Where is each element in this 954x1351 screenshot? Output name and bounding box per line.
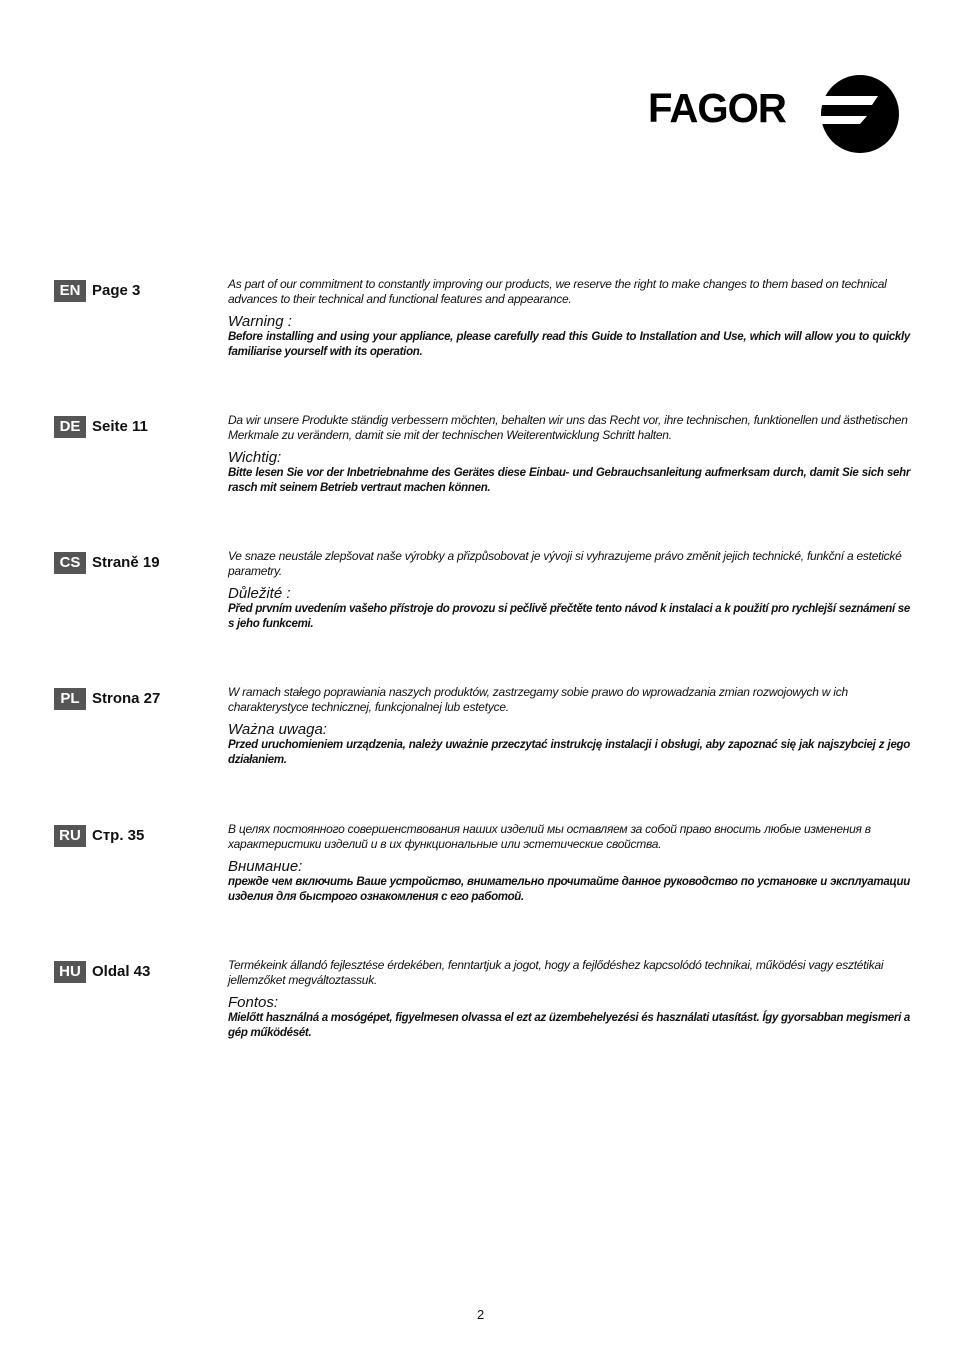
language-badge: DE — [54, 416, 86, 438]
intro-text: As part of our commitment to constantly improving our products, we reserve the right to make changes to them based on technical advances to their technical and functional features and appearance. — [228, 277, 887, 306]
language-badge: EN — [54, 280, 86, 302]
fagor-logo — [648, 74, 902, 156]
warning-text: Przed uruchomieniem urządzenia, należy uważnie przeczytać instrukcję instalacji i obsługi, aby zapoznać się jak najszybciej z jego działaniem. — [228, 739, 910, 766]
section-body — [228, 822, 910, 905]
warning-text: Před prvním uvedením vašeho přístroje do provozu si pečlivě přečtěte tento návod k instalaci a k použití pro rychlejší seznámení se s jeho funkcemi. — [228, 603, 910, 630]
intro-text: W ramach stałego poprawiania naszych produktów, zastrzegamy sobie prawo do wprowadzania zmian rozwojowych w ich charakterystyce technicznej, funkcjonalnej lub estetyce. — [228, 685, 848, 714]
intro-text: Termékeink állandó fejlesztése érdekében, fenntartjuk a jogot, hogy a fejlődéshez kapcsolódó technikai, működési vagy esztétikai jellemzőket megváltoztassuk. — [228, 958, 884, 987]
warning-text: Before installing and using your appliance, please carefully read this Guide to Installation and Use, which will allow you to quickly familiarise yourself with its operation. — [228, 331, 910, 358]
language-section-de — [0, 413, 954, 549]
page-reference: Strona 27 — [92, 690, 161, 707]
page-reference: Page 3 — [92, 282, 141, 299]
page-reference: Seite 11 — [92, 418, 148, 435]
warning-heading: Wichtig: — [228, 449, 282, 466]
language-section-ru — [0, 822, 954, 958]
page-reference: Стр. 35 — [92, 827, 145, 844]
fagor-emblem-icon — [820, 74, 900, 154]
warning-text: прежде чем включить Ваше устройство, внимательно прочитайте данное руководство по установке и эксплуатации изделия для быстрого ознакомления с его работой. — [228, 876, 910, 903]
page-number: 2 — [477, 1307, 485, 1322]
warning-text: Mielőtt használná a mosógépet, figyelmesen olvassa el ezt az üzembehelyezési és használati utasítást. Így gyorsabban megismeri a gép működését. — [228, 1012, 910, 1039]
language-section-en — [0, 277, 954, 413]
intro-text: В целях постоянного совершенствования наших изделий мы оставляем за собой право вносить любые изменения в характеристики изделий и в их функциональные или эстетические свойства. — [228, 822, 871, 851]
language-badge: HU — [54, 961, 86, 983]
page-reference: Straně 19 — [92, 554, 160, 571]
intro-text: Da wir unsere Produkte ständig verbessern möchten, behalten wir uns das Recht vor, ihre technischen, funktionellen und ästhetischen Merkmale zu verändern, damit sie mit der technischen Weiterentwicklung Schritt halten. — [228, 413, 908, 442]
language-badge: RU — [54, 825, 86, 847]
language-section-pl — [0, 685, 954, 821]
language-badge: CS — [54, 552, 86, 574]
warning-text: Bitte lesen Sie vor der Inbetriebnahme des Gerätes diese Einbau- und Gebrauchsanleitung aufmerksam durch, damit Sie sich sehr rasch mit seinem Betrieb vertraut machen können. — [228, 467, 910, 494]
logo-wordmark: FAGOR — [648, 85, 786, 131]
language-section-hu — [0, 958, 954, 1094]
section-body — [228, 685, 910, 768]
language-section-cs — [0, 549, 954, 685]
section-body — [228, 958, 910, 1041]
section-body — [228, 549, 910, 632]
language-badge: PL — [54, 688, 86, 710]
page-reference: Oldal 43 — [92, 963, 151, 980]
warning-heading: Důležité : — [228, 585, 291, 602]
warning-heading: Fontos: — [228, 994, 279, 1011]
section-body — [228, 277, 910, 360]
section-body — [228, 413, 910, 496]
intro-text: Ve snaze neustále zlepšovat naše výrobky a přizpůsobovat je vývoji si vyhrazujeme právo změnit jejich technické, funkční a estetické parametry. — [228, 549, 902, 578]
warning-heading: Warning : — [228, 313, 292, 330]
warning-heading: Внимание: — [228, 858, 303, 875]
warning-heading: Ważna uwaga: — [228, 721, 327, 738]
